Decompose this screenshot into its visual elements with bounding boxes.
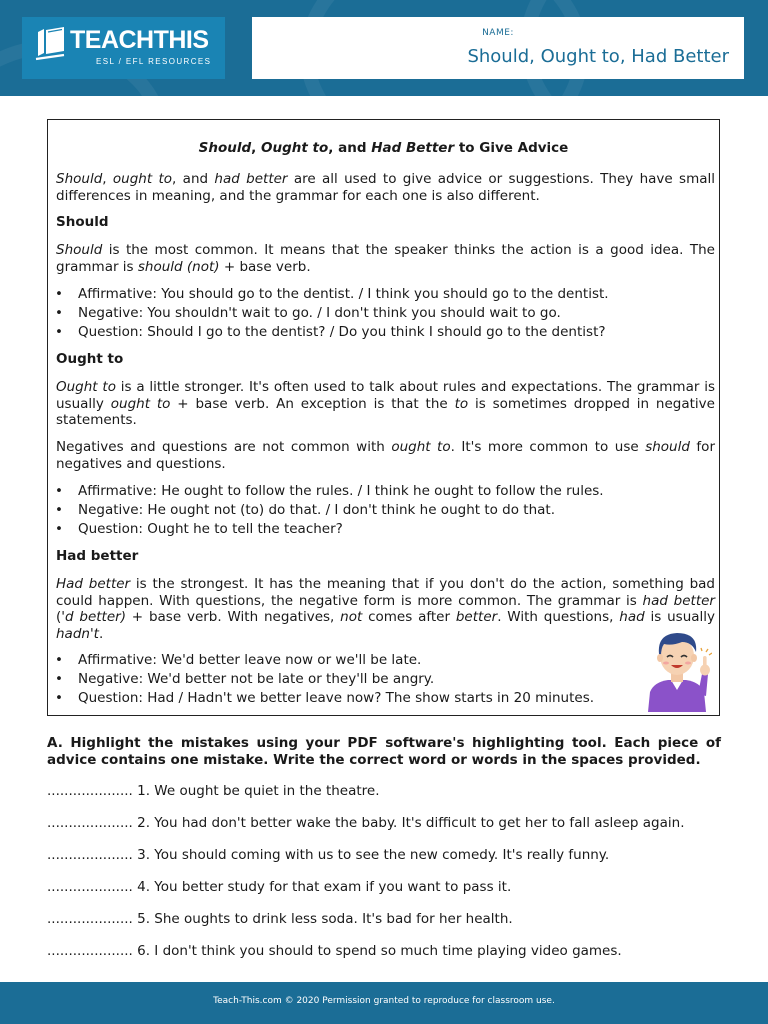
list-item: Affirmative: He ought to follow the rules. / I think he ought to follow the rules. [78,483,604,499]
exercise-item [47,879,511,895]
logo-tagline: ESL / EFL RESOURCES [96,57,212,66]
had-better-paragraph: Had better is the strongest. It has the meaning that if you don't do the action, something bad could happen. With questions, the negative form is more common. The grammar is had better ('d better) + base verb. With negatives, not comes after better. With questions, had is usually hadn't. [56,576,716,642]
exercise-item [47,943,622,959]
list-item: Affirmative: We'd better leave now or we'll be late. [78,652,422,668]
page-header [0,0,768,96]
ought-paragraph-1: Ought to is a little stronger. It's often used to talk about rules and expectations. The grammar is usually ought to + base verb. An exception is that the to is sometimes dropped in negative statements. [56,379,715,428]
bullet-dot: • [55,286,63,302]
answer-blank[interactable]: .................... [47,911,133,927]
bullet-dot: • [55,502,63,518]
ought-paragraph-2: Negatives and questions are not common with ought to. It's more common to use should for negatives and questions. [56,439,715,472]
list-item: Negative: We'd better not be late or they'll be angry. [78,671,435,687]
box-title: Should, Ought to, and Had Better to Give Advice [198,140,569,156]
logo-wordmark: TEACHTHIS [70,26,209,54]
exercise-item [47,783,380,799]
list-item: Affirmative: You should go to the dentist. / I think you should go to the dentist. [78,286,609,302]
exercise-sentence: 5. She oughts to drink less soda. It's bad for her health. [137,911,513,927]
exercise-sentence: 3. You should coming with us to see the new comedy. It's really funny. [137,847,610,863]
bullet-dot: • [55,671,63,687]
exercise-instructions: A. Highlight the mistakes using your PDF software's highlighting tool. Each piece of advice contains one mistake. Write the correct word or words in the spaces provided. [47,735,721,768]
name-label: NAME: [482,28,514,38]
list-item: Question: Had / Hadn't we better leave now? The show starts in 20 minutes. [78,690,595,706]
bullet-dot: • [55,483,63,499]
list-item: Question: Should I go to the dentist? / Do you think I should go to the dentist? [78,324,606,340]
answer-blank[interactable]: .................... [47,783,133,799]
worksheet-title: Should, Ought to, Had Better [467,46,729,67]
exercise-sentence: 6. I don't think you should to spend so much time playing video games. [137,943,622,959]
bullet-dot: • [55,305,63,321]
list-item: Negative: You shouldn't wait to go. / I don't think you should wait to go. [78,305,561,321]
teachthis-logo [22,17,225,79]
bullet-dot: • [55,690,63,706]
answer-blank[interactable]: .................... [47,815,133,831]
bullet-dot: • [55,521,63,537]
answer-blank[interactable]: .................... [47,847,133,863]
exercise-sentence: 4. You better study for that exam if you want to pass it. [137,879,512,895]
should-paragraph: Should is the most common. It means that the speaker thinks the action is a good idea. The grammar is should (not) + base verb. [56,242,715,275]
exercise-item [47,847,609,863]
person-pointing-illustration [642,628,712,712]
exercise-item [47,815,685,831]
list-item: Negative: He ought not (to) do that. / I don't think he ought to do that. [78,502,556,518]
exercise-sentence: 2. You had don't better wake the baby. It's difficult to get her to fall asleep again. [137,815,685,831]
intro-paragraph: Should, ought to, and had better are all used to give advice or suggestions. They have small differences in meaning, and the grammar for each one is also different. [56,171,715,204]
answer-blank[interactable]: .................... [47,943,133,959]
bullet-dot: • [55,652,63,668]
book-icon [34,26,68,62]
exercise-item [47,911,513,927]
name-box [252,17,744,79]
bullet-dot: • [55,324,63,340]
had-better-heading: Had better [56,548,139,564]
page-footer [0,982,768,1024]
answer-blank[interactable]: .................... [47,879,133,895]
should-heading: Should [56,214,109,230]
copyright-text: Teach-This.com © 2020 Permission granted to reproduce for classroom use. [213,996,555,1006]
ought-heading: Ought to [56,351,124,367]
grammar-explanation-box [47,119,720,716]
exercise-sentence: 1. We ought be quiet in the theatre. [137,783,380,799]
list-item: Question: Ought he to tell the teacher? [78,521,343,537]
